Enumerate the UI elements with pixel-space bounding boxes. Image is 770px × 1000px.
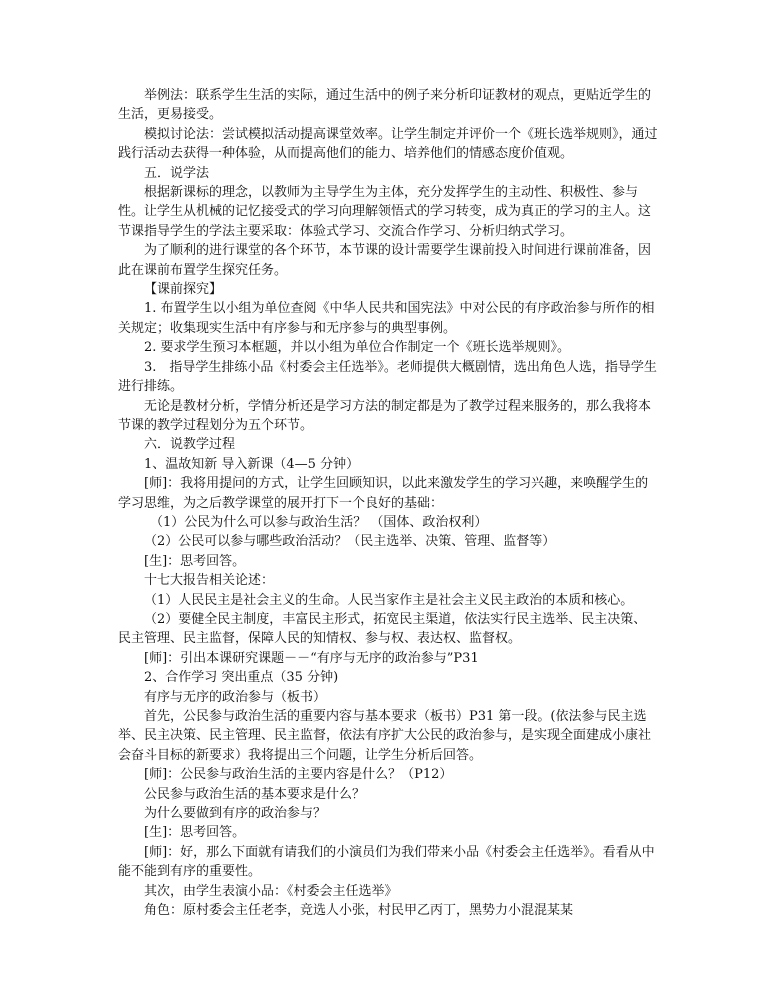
document-body	[118, 86, 658, 920]
paragraph-second: 其次，由学生表演小品：《村委会主任选举》	[144, 883, 398, 899]
report-heading: 十七大报告相关论述：	[144, 573, 275, 589]
paragraph-roles: 角色：原村委会主任老李，竞选人小张，村民甲乙丙丁，黑势力小混混某某	[144, 903, 574, 919]
section-heading-teaching-process: 六．说教学过程	[144, 437, 236, 453]
paragraph-teacher-question: [师]：我将用提问的方式，让学生回顾知识，以此来激发学生的学习兴趣，来唤醒学生的学习思维，为之后教学课堂的展开打下一个良好的基础：	[118, 476, 649, 511]
paragraph-process-intro: 无论是教材分析，学情分析还是学习方法的制定都是为了教学过程来服务的，那么我将本节课的教学过程划分为五个环节。	[118, 398, 652, 433]
teacher-topic-intro: [师]：引出本课研究课题－－“有序与无序的政治参与”P31	[144, 650, 479, 666]
paragraph-first: 首先，公民参与政治生活的重要内容与基本要求（板书）P31 第一段。(依法参与民主选举、民主决策、民主管理、民主监督，依法有序扩大公民的政治参与，是实现全面建成小康社会奋斗目标的新要求）我将提出三个问题，让学生分析后回答。	[118, 709, 652, 763]
student-answer-1: [生]：思考回答。	[144, 553, 246, 569]
list-item-1: 1. 布置学生以小组为单位查阅《中华人民共和国宪法》中对公民的有序政治参与所作的相关规定；收集现实生活中有序参与和无序参与的典型事例。	[118, 301, 655, 336]
report-point-1: （1）人民民主是社会主义的生命。人民当家作主是社会主义民主政治的本质和核心。	[144, 592, 634, 608]
question-2: （2）公民可以参与哪些政治活动？（民主选举、决策、管理、监督等）	[144, 534, 556, 550]
question-1: （1）公民为什么可以参与政治生活？ （国体、政治权利）	[150, 514, 488, 530]
question-why-orderly: 为什么要做到有序的政治参与？	[144, 806, 327, 822]
paragraph-preparation: 为了顺利的进行课堂的各个环节，本节课的设计需要学生课前投入时间进行课前准备，因此在课前布置学生探究任务。	[118, 243, 652, 278]
report-point-2: （2）要健全民主制度，丰富民主形式，拓宽民主渠道，依法实行民主选举、民主决策、民主管理、民主监督，保障人民的知情权、参与权、表达权、监督权。	[118, 611, 647, 647]
list-item-2: 2. 要求学生预习本框题，并以小组为单位合作制定一个《班长选举规则》。	[144, 340, 571, 356]
teacher-question-2: [师]：公民参与政治生活的主要内容是什么？（P12）	[144, 767, 453, 783]
teacher-sketch-intro: [师]：好，那么下面就有请我们的小演员们为我们带来小品《村委会主任选举》。看看从中能不能到有序的重要性。	[118, 844, 655, 880]
paragraph-simulation-method: 模拟讨论法：尝试模拟活动提高课堂效率。让学生制定并评价一个《班长选举规则》，通过践行活动去获得一种体验，从而提高他们的能力、培养他们的情感态度价值观。	[118, 126, 658, 162]
list-item-3: 3. 指导学生排练小品《村委会主任选举》。老师提供大概剧情，选出角色人选，指导学生进行排练。	[118, 359, 657, 395]
paragraph-example-method: 举例法：联系学生生活的实际，通过生活中的例子来分析印证教材的观点，更贴近学生的生活，更易接受。	[118, 88, 652, 123]
section-heading-study-method: 五．说学法	[144, 165, 210, 181]
step-heading-1: 1、温故知新 导入新课（4—5 分钟）	[144, 456, 360, 472]
paragraph-study-method: 根据新课标的理念，以教师为主导学生为主体，充分发挥学生的主动性、积极性、参与性。让学生从机械的记忆接受式的学习向理解领悟式的学习转变，成为真正的学习的主人。这节课指导学生的学法主要采取：体验式学习、交流合作学习、分析归纳式学习。	[118, 185, 652, 239]
board-title: 有序与无序的政治参与（板书）	[144, 689, 327, 705]
step-heading-2: 2、合作学习 突出重点（35 分钟)	[144, 670, 339, 686]
question-basic-requirement: 公民参与政治生活的基本要求是什么？	[144, 786, 366, 802]
student-answer-2: [生]：思考回答。	[144, 825, 246, 841]
heading-pre-class-inquiry: 【课前探究】	[144, 282, 223, 298]
